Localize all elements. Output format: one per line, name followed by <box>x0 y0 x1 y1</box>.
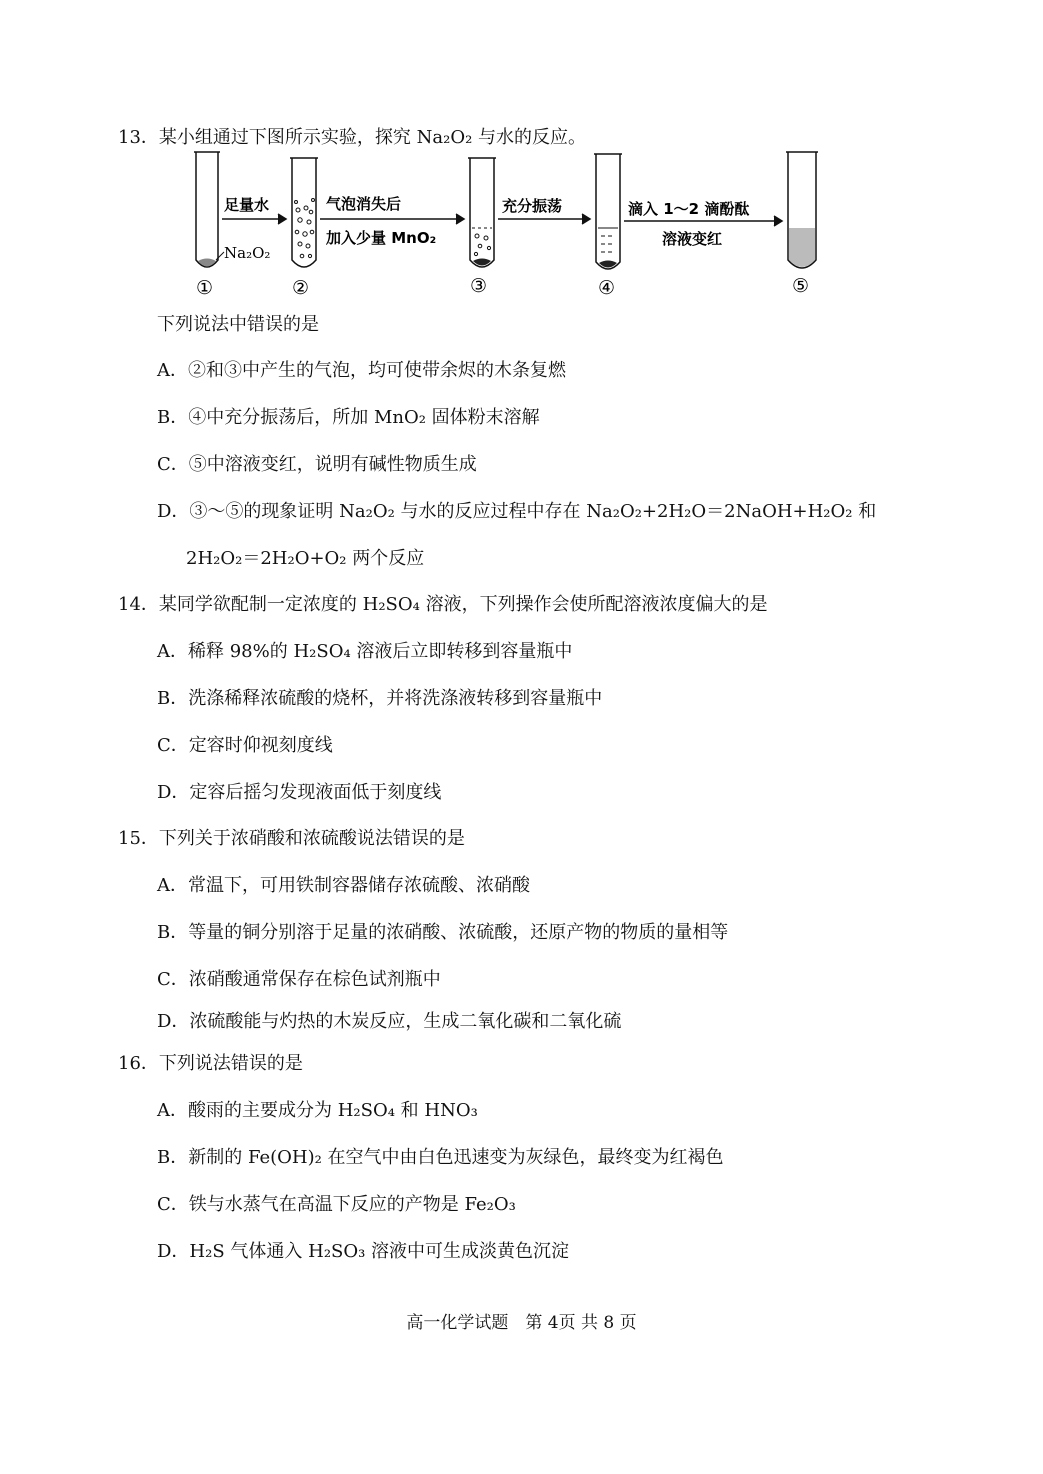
q13-prompt: 下列说法中错误的是 <box>157 314 319 335</box>
tube-number-2: ② <box>292 277 310 299</box>
q15-option-a: A．常温下，可用铁制容器储存浓硫酸、浓硝酸 <box>157 875 530 896</box>
q15-stem: 15．下列关于浓硝酸和浓硫酸说法错误的是 <box>118 828 465 849</box>
q14-option-b: B．洗涤稀释浓硫酸的烧杯，并将洗涤液转移到容量瓶中 <box>157 688 603 709</box>
q13-stem: 13．某小组通过下图所示实验，探究 Na₂O₂ 与水的反应。 <box>118 127 587 148</box>
step1-label: 足量水 <box>224 196 270 214</box>
step4-top-label: 滴入 1～2 滴酚酞 <box>628 200 750 218</box>
q16-option-b: B．新制的 Fe(OH)₂ 在空气中由白色迅速变为灰绿色，最终变为红褐色 <box>157 1147 724 1168</box>
bubbles-tube-2 <box>295 199 315 258</box>
q14-option-d: D．定容后摇匀发现液面低于刻度线 <box>157 782 442 803</box>
q13-option-d: D．③～⑤的现象证明 Na₂O₂ 与水的反应过程中存在 Na₂O₂+2H₂O＝2NaOH+H₂O₂ 和 <box>157 501 877 522</box>
tube-number-5: ⑤ <box>792 275 810 297</box>
test-tube-5 <box>786 152 818 268</box>
arrow-2 <box>320 214 464 224</box>
q13-option-b: B．④中充分振荡后，所加 MnO₂ 固体粉末溶解 <box>157 407 540 428</box>
tube-number-1: ① <box>196 277 214 299</box>
q14-option-c: C．定容时仰视刻度线 <box>157 735 333 756</box>
test-tube-1 <box>194 152 220 267</box>
step3-label: 充分振荡 <box>502 197 563 215</box>
q14-stem: 14．某同学欲配制一定浓度的 H₂SO₄ 溶液，下列操作会使所配溶液浓度偏大的是 <box>118 594 768 615</box>
liquid-tube-4 <box>598 228 618 252</box>
q13-option-d-cont: 2H₂O₂＝2H₂O+O₂ 两个反应 <box>186 548 425 569</box>
experiment-diagram <box>180 148 840 303</box>
tube-number-4: ④ <box>598 277 616 299</box>
step2-bottom-label: 加入少量 MnO₂ <box>326 229 437 247</box>
q14-option-a: A．稀释 98%的 H₂SO₄ 溶液后立即转移到容量瓶中 <box>157 641 573 662</box>
q16-stem: 16．下列说法错误的是 <box>118 1053 303 1074</box>
q16-option-c: C．铁与水蒸气在高温下反应的产物是 Fe₂O₃ <box>157 1194 516 1215</box>
step2-top-label: 气泡消失后 <box>326 195 402 213</box>
page-footer: 高一化学试题 第 4页 共 8 页 <box>406 1313 637 1333</box>
q15-option-b: B．等量的铜分别溶于足量的浓硝酸、浓硫酸，还原产物的物质的量相等 <box>157 922 729 943</box>
arrow-1 <box>222 214 286 224</box>
q13-option-c: C．⑤中溶液变红，说明有碱性物质生成 <box>157 454 477 475</box>
step4-bottom-label: 溶液变红 <box>662 230 723 248</box>
q15-option-d: D．浓硫酸能与灼热的木炭反应，生成二氧化碳和二氧化硫 <box>157 1011 622 1032</box>
bubbles-tube-3 <box>472 228 492 256</box>
arrow-3 <box>498 214 590 224</box>
q16-option-a: A．酸雨的主要成分为 H₂SO₄ 和 HNO₃ <box>157 1100 478 1121</box>
test-tube-3 <box>468 158 496 267</box>
q13-option-a: A．②和③中产生的气泡，均可使带余烬的木条复燃 <box>157 360 566 381</box>
q15-option-c: C．浓硝酸通常保存在棕色试剂瓶中 <box>157 969 441 990</box>
test-tube-2 <box>290 158 318 267</box>
q16-option-d: D．H₂S 气体通入 H₂SO₃ 溶液中可生成淡黄色沉淀 <box>157 1241 570 1262</box>
reagent-label: Na₂O₂ <box>224 244 271 262</box>
tube-number-3: ③ <box>470 275 488 297</box>
